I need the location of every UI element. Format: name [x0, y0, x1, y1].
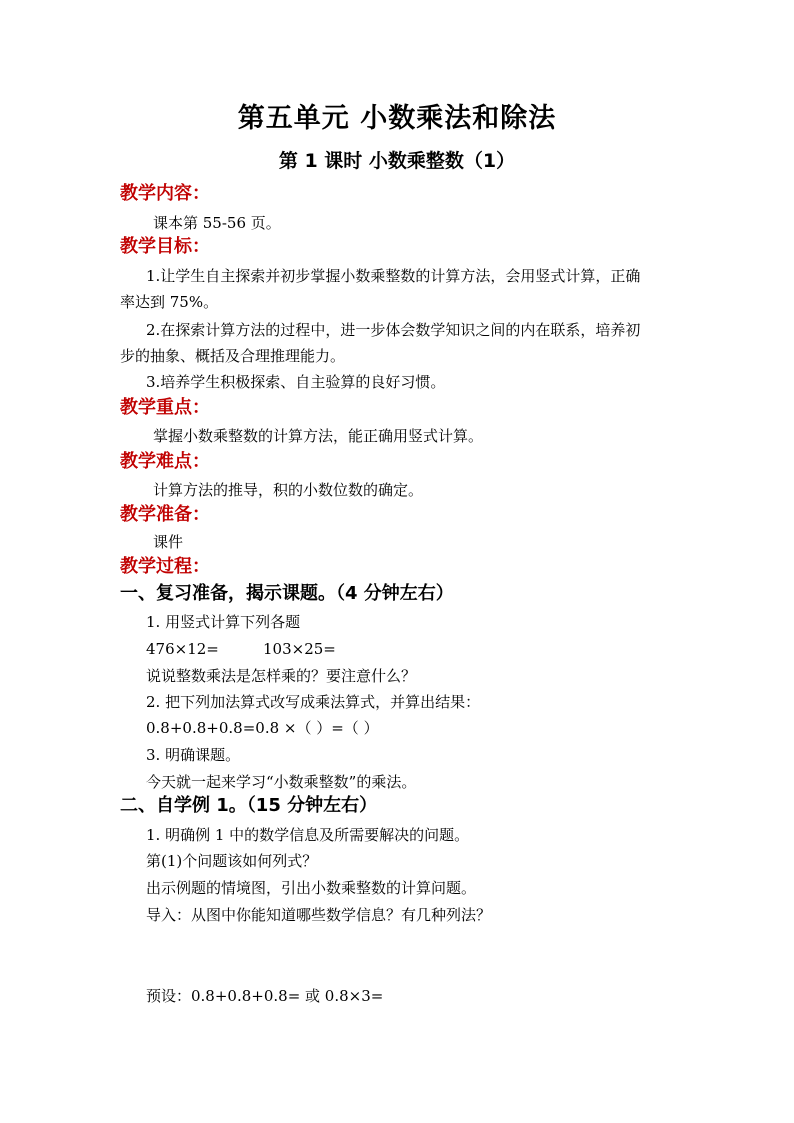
key-text: 掌握小数乘整数的计算方法，能正确用竖式计算。	[153, 427, 484, 445]
part1-item1: 1. 用竖式计算下列各题	[146, 613, 301, 631]
part2-heading: 二、自学例 1。（15 分钟左右）	[120, 795, 378, 816]
part1-intro: 今天就一起来学习“小数乘整数”的乘法。	[146, 773, 417, 791]
goals-heading: 教学目标：	[120, 236, 210, 257]
part1-heading: 一、复习准备，揭示课题。（4 分钟左右）	[120, 583, 454, 604]
goal3: 3.培养学生积极探索、自主验算的良好习惯。	[146, 373, 446, 391]
part2-preset: 预设：0.8+0.8+0.8= 或 0.8×3=	[146, 987, 384, 1005]
goal1-line2: 率达到 75%。	[120, 293, 219, 311]
goal2-line2: 步的抽象、概括及合理推理能力。	[120, 347, 346, 365]
part1-item2: 2. 把下列加法算式改写成乘法算式，并算出结果：	[146, 693, 481, 711]
part2-show: 出示例题的情境图，引出小数乘整数的计算问题。	[146, 879, 477, 897]
content-heading: 教学内容：	[120, 183, 210, 204]
part2-item1: 1. 明确例 1 中的数学信息及所需要解决的问题。	[146, 826, 470, 844]
difficult-text: 计算方法的推导，积的小数位数的确定。	[153, 481, 424, 499]
part2-lead: 导入：从图中你能知道哪些数学信息？有几种列法？	[146, 906, 492, 924]
unit-title: 第五单元 小数乘法和除法	[237, 103, 557, 134]
calc-b: 103×25=	[263, 640, 336, 658]
prep-text: 课件	[153, 533, 184, 551]
calc-a: 476×12=	[146, 640, 219, 658]
equation: 0.8+0.8+0.8=0.8 ×（ ）=（ ）	[146, 719, 379, 737]
difficult-heading: 教学难点：	[120, 451, 210, 472]
lesson-subtitle: 第 1 课时 小数乘整数（1）	[278, 150, 516, 172]
key-heading: 教学重点：	[120, 397, 210, 418]
goal1-line1: 1.让学生自主探索并初步掌握小数乘整数的计算方法，会用竖式计算，正确	[146, 267, 641, 285]
goal2-line1: 2.在探索计算方法的过程中，进一步体会数学知识之间的内在联系，培养初	[146, 321, 641, 339]
prep-heading: 教学准备：	[120, 504, 210, 525]
process-heading: 教学过程：	[120, 556, 210, 577]
part2-q1: 第(1)个问题该如何列式？	[146, 852, 318, 870]
part1-question: 说说整数乘法是怎样乘的？要注意什么？	[146, 667, 417, 685]
content-text: 课本第 55-56 页。	[153, 214, 281, 232]
part1-item3: 3. 明确课题。	[146, 746, 241, 764]
